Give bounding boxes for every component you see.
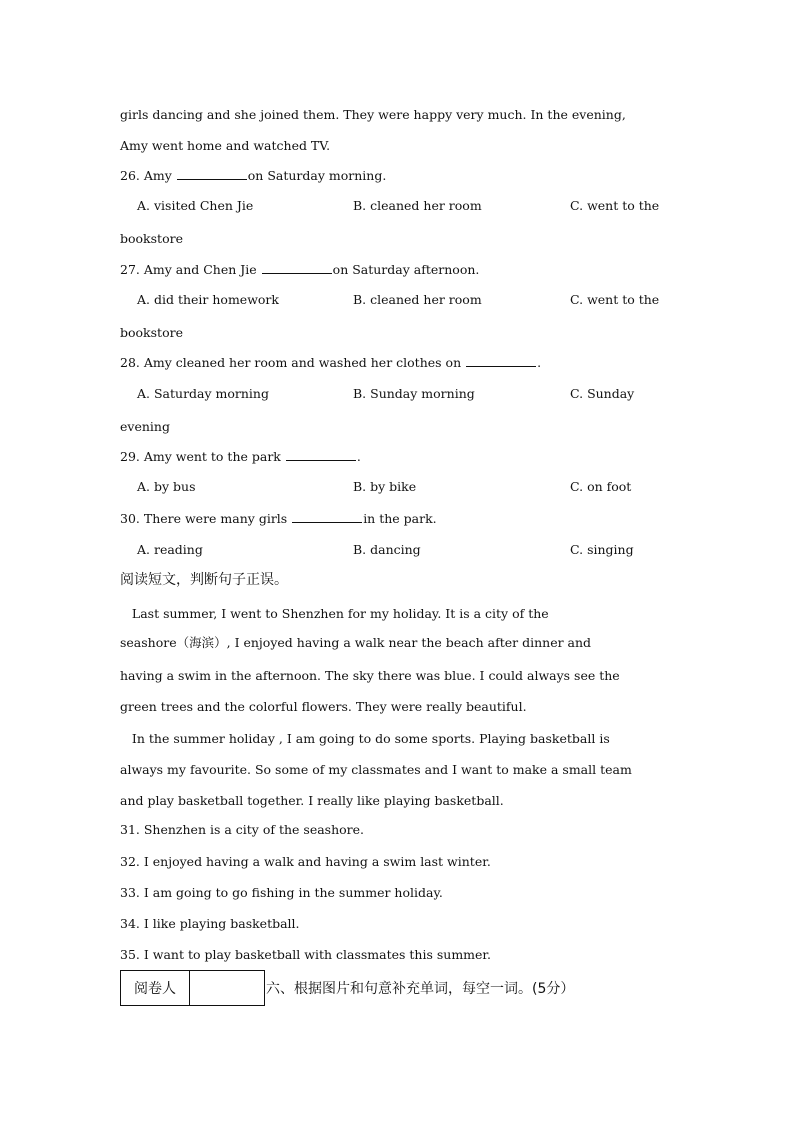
- answer-blank[interactable]: [292, 510, 362, 523]
- question-text: 27. Amy and Chen Jie: [120, 262, 261, 277]
- section-instruction: 阅读短文，判断句子正误。: [120, 572, 288, 588]
- judgement-item: 31. Shenzhen is a city of the seashore.: [120, 822, 365, 837]
- option-a[interactable]: A. visited Chen Jie: [137, 198, 254, 213]
- question-text: 29. Amy went to the park: [120, 449, 285, 464]
- answer-blank[interactable]: [262, 261, 332, 274]
- option-c[interactable]: C. went to the: [570, 292, 660, 307]
- option-c[interactable]: C. went to the: [570, 198, 660, 213]
- option-c[interactable]: C. singing: [570, 542, 634, 557]
- option-b[interactable]: B. dancing: [353, 542, 421, 557]
- section-6-title: 六、根据图片和句意补充单词，每空一词。(5分）: [266, 981, 575, 997]
- reading-line: having a swim in the afternoon. The sky there was blue. I could always see the: [120, 668, 620, 683]
- question-text: .: [356, 449, 361, 464]
- question-28: [120, 354, 541, 371]
- question-text: 26. Amy: [120, 168, 176, 183]
- option-b[interactable]: B. by bike: [353, 479, 417, 494]
- judgement-item: 33. I am going to go fishing in the summer holiday.: [120, 885, 443, 900]
- grader-field[interactable]: [190, 971, 265, 1006]
- answer-blank[interactable]: [466, 354, 536, 367]
- reading-line: seashore（海滨）, I enjoyed having a walk near the beach after dinner and: [120, 635, 592, 650]
- question-text: 30. There were many girls: [120, 511, 292, 526]
- judgement-item: 34. I like playing basketball.: [120, 916, 300, 931]
- question-27: [120, 261, 479, 278]
- reading-line: In the summer holiday , I am going to do some sports. Playing basketball is: [120, 731, 610, 746]
- reading-line: always my favourite. So some of my classmates and I want to make a small team: [120, 762, 632, 777]
- judgement-item: 35. I want to play basketball with classmates this summer.: [120, 947, 492, 962]
- question-26: [120, 167, 386, 184]
- question-29: [120, 448, 361, 465]
- option-a[interactable]: A. reading: [137, 542, 203, 557]
- question-text: on Saturday afternoon.: [332, 262, 480, 277]
- answer-blank[interactable]: [286, 448, 356, 461]
- passage-line: girls dancing and she joined them. They were happy very much. In the evening,: [120, 107, 626, 122]
- option-b[interactable]: B. cleaned her room: [353, 292, 482, 307]
- question-text: on Saturday morning.: [247, 168, 387, 183]
- option-c-wrap: bookstore: [120, 231, 183, 246]
- question-30: [120, 510, 437, 527]
- grader-label: 阅卷人: [121, 971, 190, 1006]
- question-text: 28. Amy cleaned her room and washed her clothes on: [120, 355, 466, 370]
- option-c[interactable]: C. Sunday: [570, 386, 635, 401]
- option-c-wrap: evening: [120, 419, 170, 434]
- option-a[interactable]: A. did their homework: [137, 292, 279, 307]
- reading-line: and play basketball together. I really like playing basketball.: [120, 793, 504, 808]
- reading-line: Last summer, I went to Shenzhen for my holiday. It is a city of the: [120, 606, 549, 621]
- option-a[interactable]: A. by bus: [137, 479, 196, 494]
- option-b[interactable]: B. Sunday morning: [353, 386, 475, 401]
- question-text: in the park.: [363, 511, 437, 526]
- option-c-wrap: bookstore: [120, 325, 183, 340]
- answer-blank[interactable]: [177, 167, 247, 180]
- score-box: [120, 970, 265, 1006]
- passage-line: Amy went home and watched TV.: [120, 138, 331, 153]
- option-b[interactable]: B. cleaned her room: [353, 198, 482, 213]
- option-c[interactable]: C. on foot: [570, 479, 632, 494]
- option-a[interactable]: A. Saturday morning: [137, 386, 269, 401]
- reading-line: green trees and the colorful flowers. They were really beautiful.: [120, 699, 527, 714]
- question-text: .: [537, 355, 542, 370]
- judgement-item: 32. I enjoyed having a walk and having a swim last winter.: [120, 854, 491, 869]
